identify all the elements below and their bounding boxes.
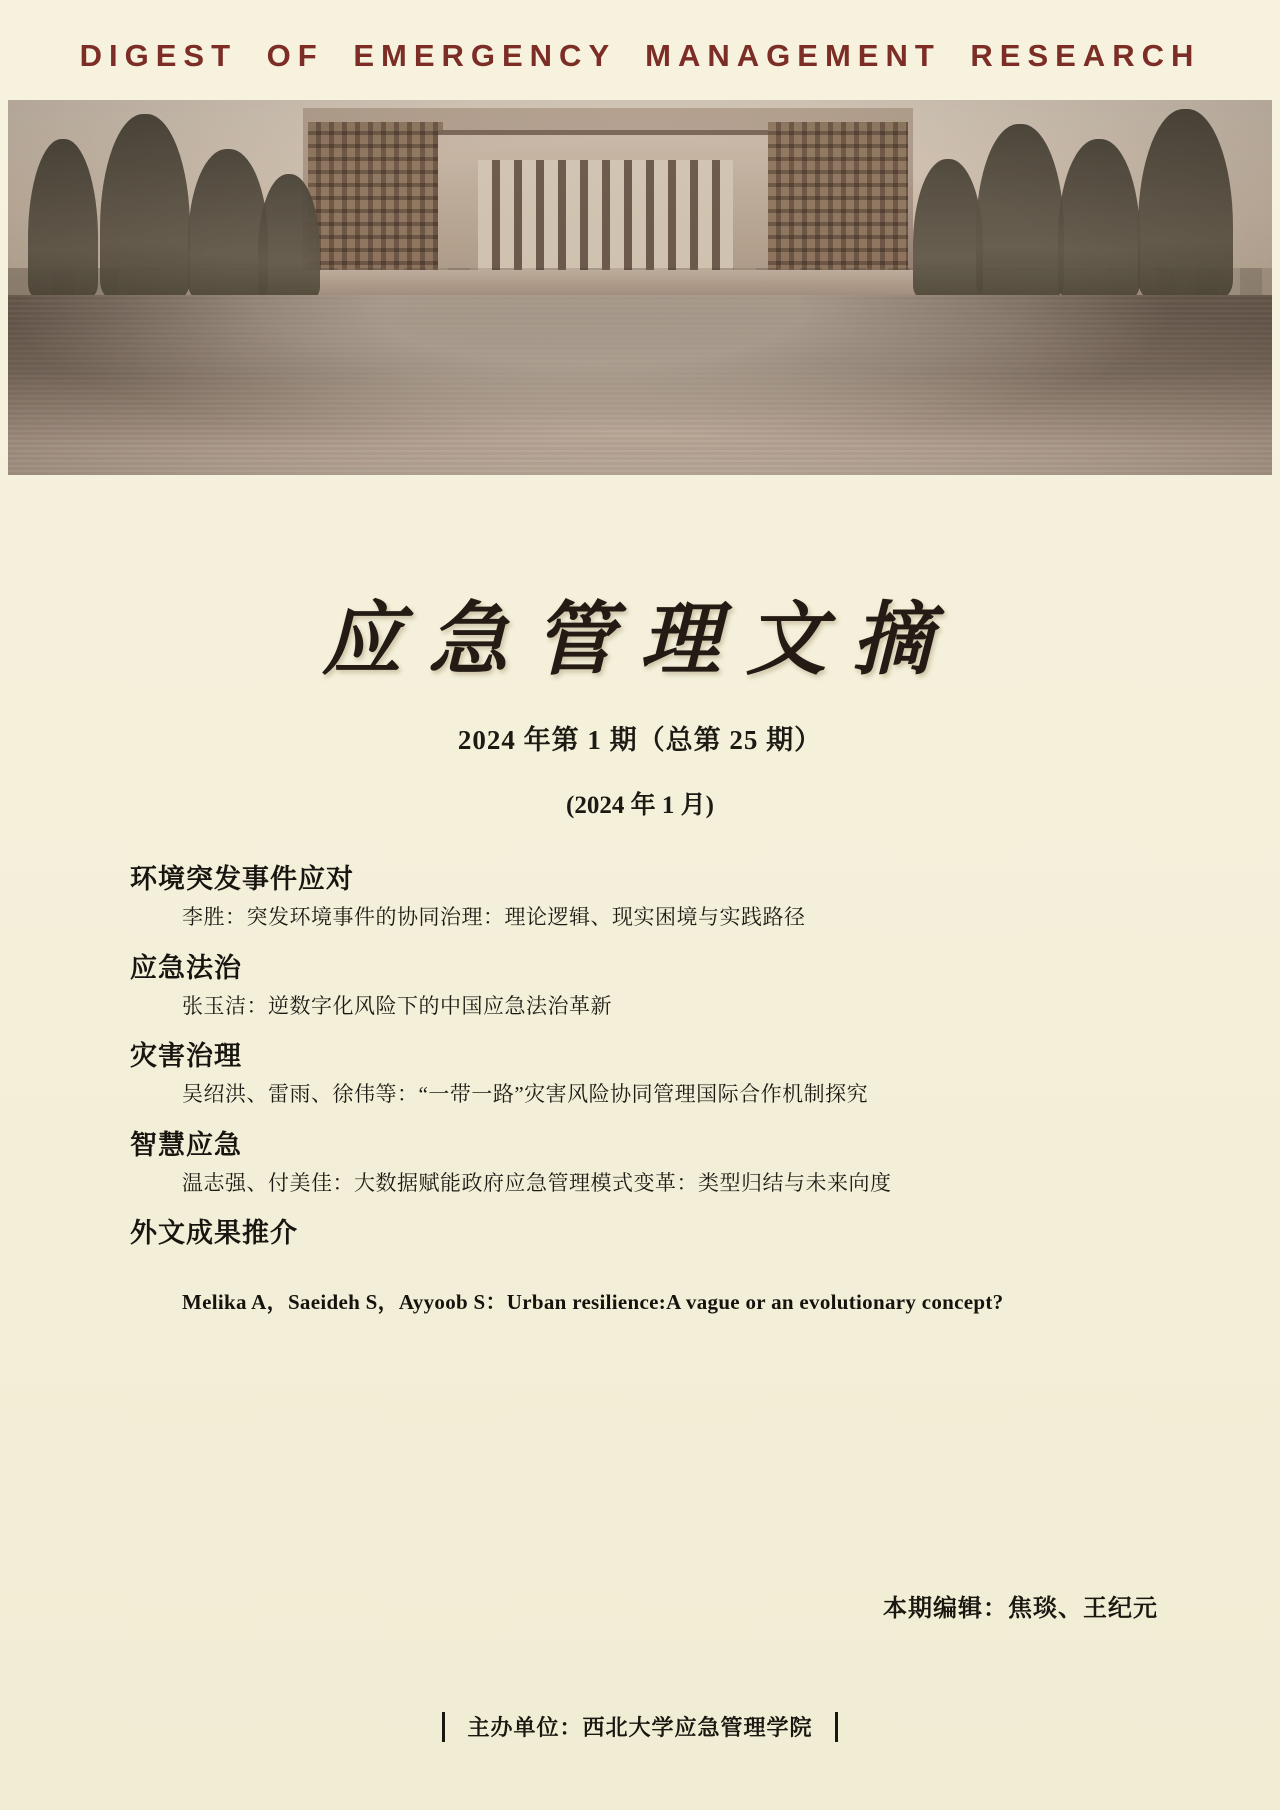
toc-section-heading: 环境突发事件应对 <box>130 864 354 894</box>
photo-vignette <box>8 100 1272 475</box>
publisher-footer <box>0 1711 1280 1742</box>
toc-section <box>130 946 1160 1023</box>
table-of-contents <box>130 845 1160 1326</box>
masthead-title: DIGEST OF EMERGENCY MANAGEMENT RESEARCH <box>79 38 1201 73</box>
cover-photo <box>8 100 1272 475</box>
toc-section <box>130 1123 1160 1200</box>
toc-section-heading: 外文成果推介 <box>130 1218 298 1248</box>
toc-entry[interactable]: 温志强、付美佳：大数据赋能政府应急管理模式变革：类型归结与未来向度 <box>182 1170 892 1195</box>
toc-entry[interactable]: 张玉洁：逆数字化风险下的中国应急法治革新 <box>182 993 612 1018</box>
footer-right-bar-icon <box>835 1712 838 1742</box>
footer-left-bar-icon <box>442 1712 445 1742</box>
journal-title-chinese: 应急管理文摘 <box>322 592 958 686</box>
toc-section <box>130 857 1160 934</box>
issue-number: 2024 年第 1 期（总第 25 期） <box>457 725 823 755</box>
toc-section-heading: 智慧应急 <box>130 1129 242 1160</box>
cover-photo-image <box>8 100 1272 475</box>
issue-editor: 本期编辑：焦琰、王纪元 <box>883 1596 1158 1622</box>
toc-entry-foreign[interactable]: Melika A，Saeideh S，Ayyoob S：Urban resilience:A vague or an evolutionary concept? <box>182 1290 1004 1314</box>
publisher-label: 主办单位：西北大学应急管理学院 <box>467 1715 813 1740</box>
toc-section <box>130 1211 1160 1316</box>
toc-section-heading: 应急法治 <box>130 952 242 983</box>
issue-date: (2024 年 1 月) <box>566 792 714 819</box>
toc-entry[interactable]: 吴绍洪、雷雨、徐伟等：“一带一路”灾害风险协同管理国际合作机制探究 <box>182 1082 869 1106</box>
toc-section-heading: 灾害治理 <box>130 1041 242 1071</box>
toc-entry[interactable]: 李胜：突发环境事件的协同治理：理论逻辑、现实困境与实践路径 <box>182 905 806 929</box>
toc-section <box>130 1034 1160 1111</box>
